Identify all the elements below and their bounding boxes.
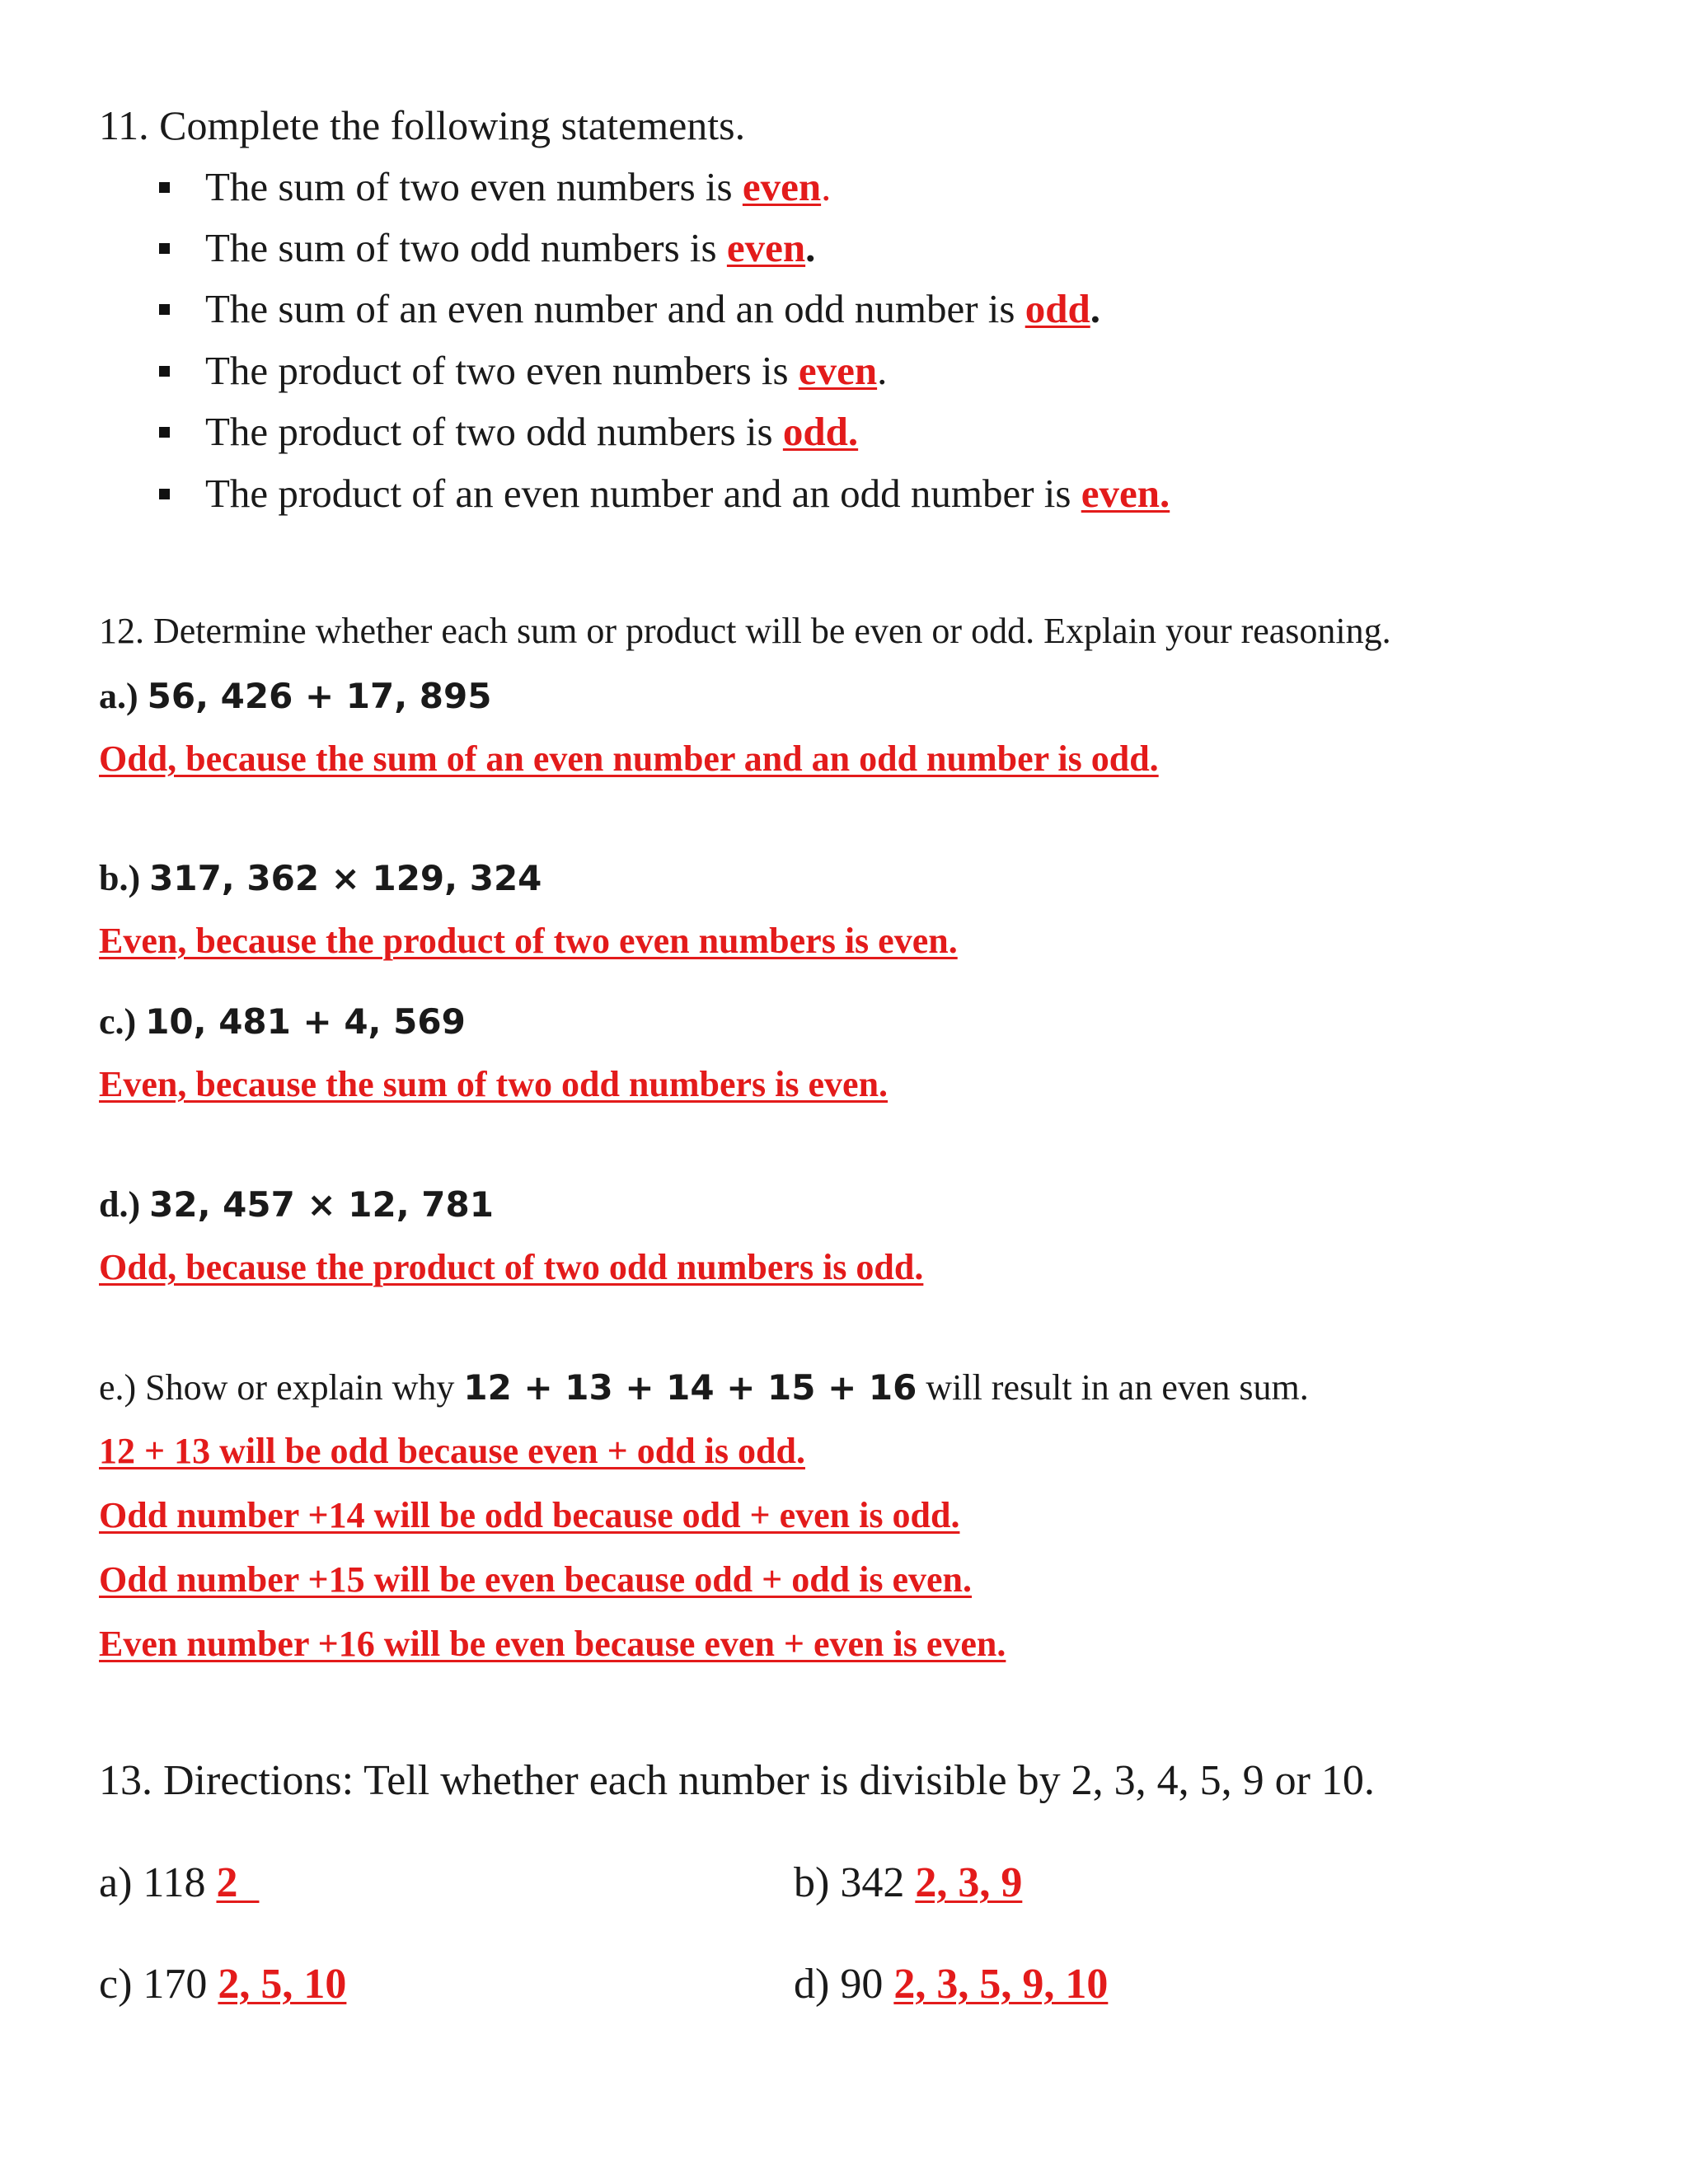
q11-title: 11. Complete the following statements. (99, 102, 746, 148)
part-expression: 32, 457 × 12, 781 (149, 1184, 494, 1225)
q11-item-answer: odd. (782, 409, 859, 454)
part-e-suffix: will result in an even sum. (917, 1367, 1309, 1408)
q11-item-answer: even (798, 348, 878, 393)
q13-title: 13. Directions: Tell whether each number is divisible by 2, 3, 4, 5, 9 or 10. (99, 1757, 1375, 1804)
q11-item-text: The sum of two even numbers is (205, 164, 743, 209)
q11-item-text: The sum of two odd numbers is (205, 225, 727, 270)
q11-item-answer: even (726, 225, 806, 270)
q12-part-d-answer: Odd, because the product of two odd numbers is odd. (99, 1247, 924, 1287)
part-expression: 56, 426 + 17, 895 (147, 676, 492, 716)
bullet-square-icon (159, 304, 170, 315)
bullet-square-icon (159, 243, 170, 254)
q13-item-answer: 2 (216, 1859, 238, 1906)
q11-item (159, 284, 1100, 334)
q11-item-trail: . (805, 225, 816, 270)
bullet-square-icon (159, 427, 170, 438)
q11-item (159, 469, 1170, 518)
q13-item-answer: 2, 5, 10 (218, 1961, 347, 2008)
q12-part-b (99, 855, 542, 902)
part-e-expression: 12 + 13 + 14 + 15 + 16 (463, 1367, 917, 1408)
q11-item-text: The product of an even number and an odd number is (205, 471, 1081, 516)
q13-item-label: a) 118 (99, 1859, 217, 1906)
q12-part-a-answer: Odd, because the sum of an even number and an odd number is odd. (99, 738, 1159, 779)
q12-part-c-answer: Even, because the sum of two odd numbers is even. (99, 1064, 889, 1104)
q11-item-trail: . (877, 348, 888, 393)
q13-item-a (99, 1858, 259, 1909)
part-expression: 317, 362 × 129, 324 (149, 858, 542, 898)
q12-part-c (99, 999, 466, 1045)
part-expression: 10, 481 + 4, 569 (145, 1001, 466, 1042)
q11-item-answer: even. (1081, 471, 1170, 516)
q12-title: 12. Determine whether each sum or product will be even or odd. Explain your reasoning. (99, 611, 1391, 651)
q12-part-e-answer-line: Odd number +14 will be odd because odd + even is odd. (99, 1495, 960, 1535)
q11-item (159, 346, 887, 396)
q12-part-d (99, 1182, 494, 1228)
answer-blank (237, 1859, 259, 1906)
q13-item-d (794, 1959, 1108, 2010)
q11-item-text: The product of two odd numbers is (205, 409, 783, 454)
bullet-square-icon (159, 489, 170, 499)
bullet-square-icon (159, 182, 170, 193)
q13-item-answer: 2, 3, 9 (915, 1859, 1023, 1906)
q12-part-a (99, 673, 491, 719)
part-label: d.) (99, 1184, 150, 1225)
q11-item (159, 223, 815, 273)
q11-item-trail: . (1090, 286, 1100, 331)
q11-item-text: The product of two even numbers is (205, 348, 799, 393)
q12-part-b-answer: Even, because the product of two even numbers is even. (99, 921, 958, 961)
q11-item (159, 407, 858, 457)
bullet-square-icon (159, 366, 170, 377)
q12-part-e (99, 1365, 1309, 1411)
q13-item-label: c) 170 (99, 1961, 218, 2008)
q11-item-text: The sum of an even number and an odd number is (205, 286, 1025, 331)
q11-item-trail: . (821, 164, 832, 209)
q11-item (159, 162, 831, 212)
q13-item-c (99, 1959, 346, 2010)
part-label: b.) (99, 858, 150, 898)
part-label: a.) (99, 676, 148, 716)
q11-item-answer: odd (1025, 286, 1090, 331)
q11-item-answer: even (742, 164, 822, 209)
part-label: c.) (99, 1001, 146, 1042)
q13-item-answer: 2, 3, 5, 9, 10 (893, 1961, 1109, 2008)
q12-part-e-answer-line: Even number +16 will be even because even + even is even. (99, 1624, 1006, 1664)
q12-part-e-answer-line: Odd number +15 will be even because odd + odd is even. (99, 1559, 973, 1600)
q12-part-e-answer-line: 12 + 13 will be odd because even + odd is odd. (99, 1431, 805, 1471)
q13-item-label: b) 342 (794, 1859, 916, 1906)
part-e-prefix: e.) Show or explain why (99, 1367, 464, 1408)
q13-item-label: d) 90 (794, 1961, 894, 2008)
q13-item-b (794, 1858, 1022, 1909)
